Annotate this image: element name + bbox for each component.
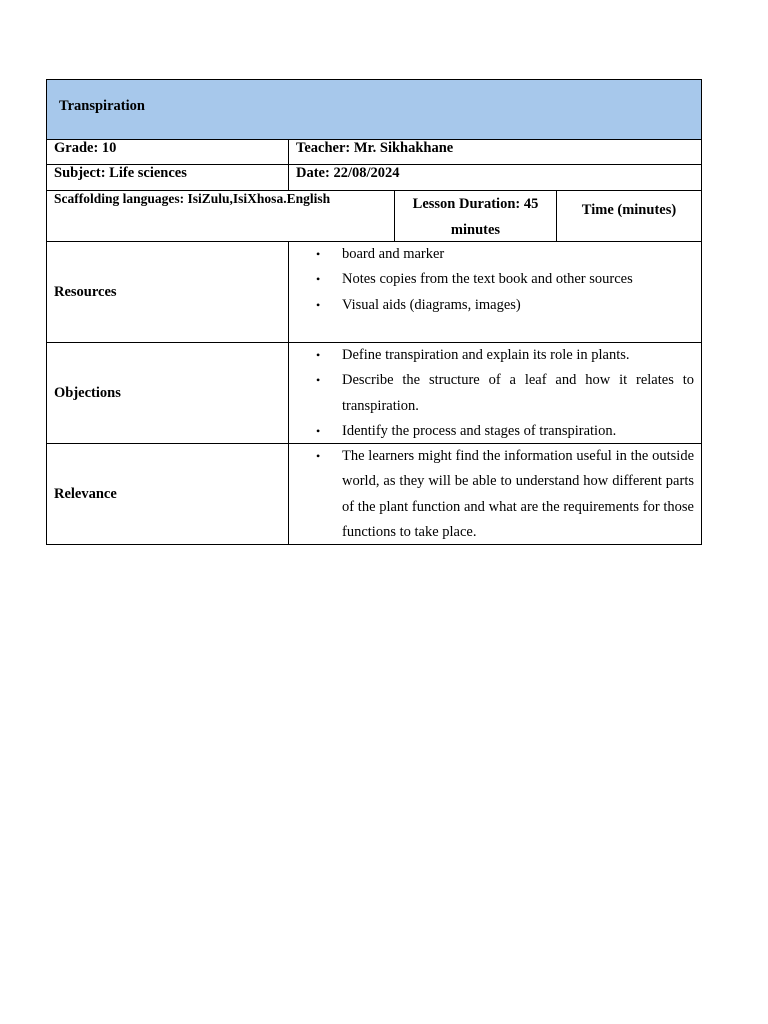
lesson-title: Transpiration bbox=[46, 79, 702, 140]
resources-content bbox=[288, 241, 702, 343]
bullet-icon: • bbox=[316, 373, 321, 388]
list-item: • Notes copies from the text book and other sources bbox=[289, 267, 694, 292]
date-cell: Date: 22/08/2024 bbox=[288, 164, 702, 191]
list-item: • board and marker bbox=[289, 242, 694, 267]
relevance-content bbox=[288, 443, 702, 545]
relevance-list bbox=[289, 444, 694, 545]
bullet-icon: • bbox=[316, 348, 321, 362]
time-minutes-cell: Time (minutes) bbox=[556, 190, 702, 242]
bullet-icon: • bbox=[316, 449, 321, 463]
bullet-icon: • bbox=[316, 423, 321, 438]
subject-cell: Subject: Life sciences bbox=[46, 164, 289, 191]
bullet-icon: • bbox=[316, 272, 321, 287]
relevance-label bbox=[46, 443, 289, 545]
list-item: • Identify the process and stages of transpiration. bbox=[289, 419, 694, 444]
lesson-duration-cell: Lesson Duration: 45 minutes bbox=[394, 190, 557, 242]
objections-content bbox=[288, 342, 702, 444]
scaffolding-languages-cell: Scaffolding languages: IsiZulu,IsiXhosa.English bbox=[46, 190, 395, 242]
teacher-cell: Teacher: Mr. Sikhakhane bbox=[288, 139, 702, 165]
lesson-plan-table bbox=[46, 79, 702, 545]
objections-list bbox=[289, 343, 694, 444]
grade-cell: Grade: 10 bbox=[46, 139, 289, 165]
list-item: • Define transpiration and explain its role in plants. bbox=[289, 343, 694, 368]
list-item: • Visual aids (diagrams, images) bbox=[289, 293, 694, 318]
bullet-icon: • bbox=[316, 247, 321, 261]
objections-label bbox=[46, 342, 289, 444]
resources-label bbox=[46, 241, 289, 343]
objections-label-text: Objections bbox=[54, 385, 121, 401]
resources-list bbox=[289, 242, 694, 318]
bullet-icon: • bbox=[316, 297, 321, 312]
relevance-label-text: Relevance bbox=[54, 486, 117, 502]
resources-label-text: Resources bbox=[54, 284, 117, 300]
list-item: • The learners might find the information useful in the outside world, as they will be able to understand how different parts of the plant function and what are the requirements for those functions to take place. bbox=[289, 444, 694, 545]
list-item: • Describe the structure of a leaf and how it relates to transpiration. bbox=[289, 368, 694, 419]
